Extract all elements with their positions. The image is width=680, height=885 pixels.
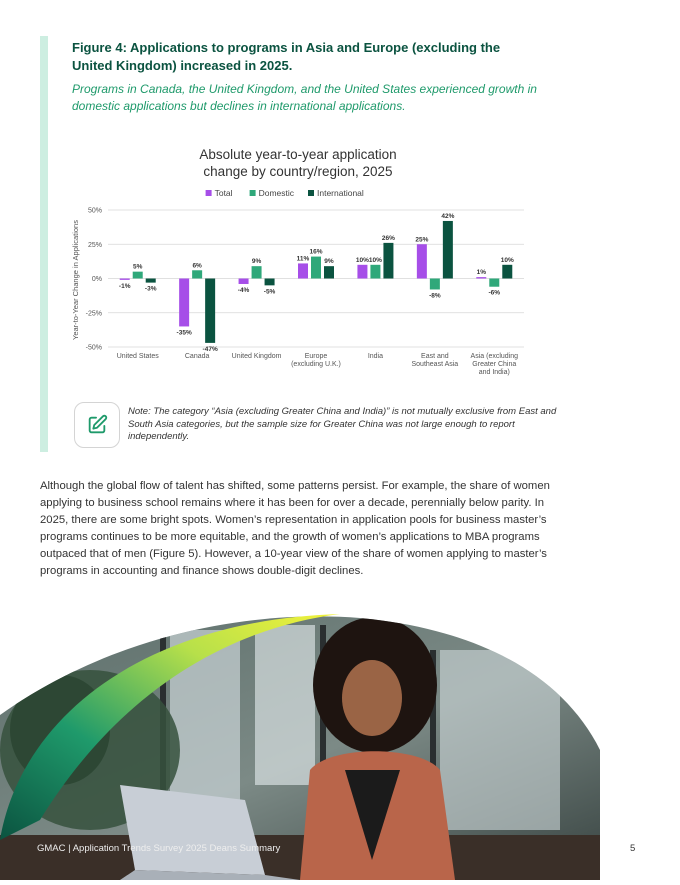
bar-value-label: 16% bbox=[309, 248, 323, 256]
bar-value-label: -3% bbox=[144, 285, 157, 293]
bar-value-label: -35% bbox=[176, 329, 192, 337]
legend-label: Domestic bbox=[258, 188, 295, 198]
x-tick-label: Canada bbox=[184, 353, 210, 360]
bar bbox=[179, 279, 189, 327]
chart-title-line-2: change by country/region, 2025 bbox=[203, 164, 393, 179]
figure-note: Note: The category “Asia (excluding Greater China and India)” is not mutually exclusive from East and South Asia categories, but the sample size for Greater China was not large enough to report independently. bbox=[128, 406, 557, 442]
bar bbox=[298, 263, 308, 278]
legend-swatch bbox=[206, 190, 212, 196]
chart-x-labels bbox=[117, 353, 518, 376]
bar-value-label: -1% bbox=[118, 282, 131, 290]
bar bbox=[370, 265, 380, 279]
bar-value-label: 10% bbox=[368, 256, 382, 264]
bar bbox=[239, 279, 249, 284]
y-tick-label: -25% bbox=[85, 310, 102, 318]
bar bbox=[443, 221, 453, 279]
hero-photo bbox=[0, 610, 680, 880]
bar-value-label: 11% bbox=[296, 255, 310, 263]
bar-value-label: 9% bbox=[324, 258, 334, 266]
y-tick-label: 0% bbox=[91, 276, 102, 283]
bar bbox=[252, 266, 262, 278]
bar bbox=[417, 244, 427, 278]
x-tick-label: Greater China bbox=[472, 361, 517, 368]
bar bbox=[489, 279, 499, 287]
body-paragraph: Although the global flow of talent has shifted, some patterns persist. For example, the share of women applying to business school remains where it has been for over a decade, perennially below parity. In 2025, there are some bright spots. Women’s representation in application pools for business master’s programs continues to be more equitable, and the growth of women’s applications to MBA programs outpaced that of men (Figure 5). However, a 10-year view of the share of women applying to master’s programs in accounting and finance shows double-digit declines. bbox=[40, 480, 550, 577]
chart-svg bbox=[70, 142, 540, 382]
y-tick-label: 50% bbox=[87, 207, 102, 215]
bar bbox=[192, 270, 202, 278]
bar-value-label: 6% bbox=[192, 262, 202, 270]
bar bbox=[430, 279, 440, 290]
bar-value-label: 9% bbox=[251, 258, 262, 266]
bar bbox=[265, 279, 275, 286]
legend-label: Total bbox=[214, 188, 233, 198]
x-tick-label: United States bbox=[116, 353, 159, 360]
bar-value-label: -6% bbox=[488, 289, 501, 297]
legend-swatch bbox=[250, 190, 256, 196]
bar-value-label: 42% bbox=[441, 212, 455, 220]
bar-value-label: 25% bbox=[415, 236, 429, 244]
x-tick-label: Southeast Asia bbox=[411, 361, 459, 368]
bar-value-label: -5% bbox=[263, 288, 276, 296]
bar bbox=[133, 272, 143, 279]
chart-title-line-1: Absolute year-to-year application bbox=[199, 147, 397, 162]
bar-value-label: -4% bbox=[237, 286, 250, 294]
bar bbox=[502, 265, 512, 279]
bar-value-label: 10% bbox=[355, 256, 369, 264]
bar bbox=[120, 279, 130, 280]
bar bbox=[205, 279, 215, 343]
x-tick-label: India bbox=[367, 353, 384, 360]
legend-label: International bbox=[317, 188, 364, 198]
accent-bar bbox=[40, 36, 48, 452]
bar-value-label: 1% bbox=[476, 269, 486, 277]
y-axis-label: Year-to-Year Change in Applications bbox=[71, 220, 80, 340]
photo-illustration bbox=[0, 610, 680, 880]
chart-legend bbox=[206, 188, 364, 198]
bar-value-label: -47% bbox=[202, 345, 218, 353]
note-icon-box bbox=[74, 402, 120, 448]
bar bbox=[476, 277, 486, 278]
x-tick-label: Asia (excluding bbox=[470, 353, 519, 360]
y-tick-label: 25% bbox=[87, 241, 102, 249]
bar-value-label: 5% bbox=[133, 263, 143, 271]
bar bbox=[324, 266, 334, 278]
edit-note-icon bbox=[86, 414, 108, 436]
figure-title: Figure 4: Applications to programs in Asia and Europe (excluding the United Kingdom) increased in 2025. bbox=[72, 40, 501, 73]
bar-value-label: 26% bbox=[381, 234, 395, 242]
legend-swatch bbox=[308, 190, 314, 196]
figure-subtitle: Programs in Canada, the United Kingdom, and the United States experienced growth in domestic applications but declines in international applications. bbox=[72, 82, 537, 113]
x-tick-label: Europe bbox=[304, 353, 328, 360]
bar bbox=[311, 257, 321, 279]
bar bbox=[146, 279, 156, 283]
chart-bars bbox=[119, 213, 514, 353]
footer-text: GMAC | Application Trends Survey 2025 Deans Summary bbox=[37, 843, 281, 854]
x-tick-label: (excluding U.K.) bbox=[291, 361, 341, 368]
y-tick-label: -50% bbox=[85, 344, 102, 352]
x-tick-label: East and bbox=[421, 353, 449, 360]
bar bbox=[357, 265, 367, 279]
bar-value-label: 10% bbox=[500, 256, 514, 264]
bar-value-label: -8% bbox=[429, 292, 441, 300]
bar bbox=[383, 243, 393, 279]
chart bbox=[70, 142, 540, 382]
x-tick-label: United Kingdom bbox=[231, 353, 282, 360]
page-number: 5 bbox=[630, 843, 636, 854]
x-tick-label: and India) bbox=[478, 369, 510, 376]
